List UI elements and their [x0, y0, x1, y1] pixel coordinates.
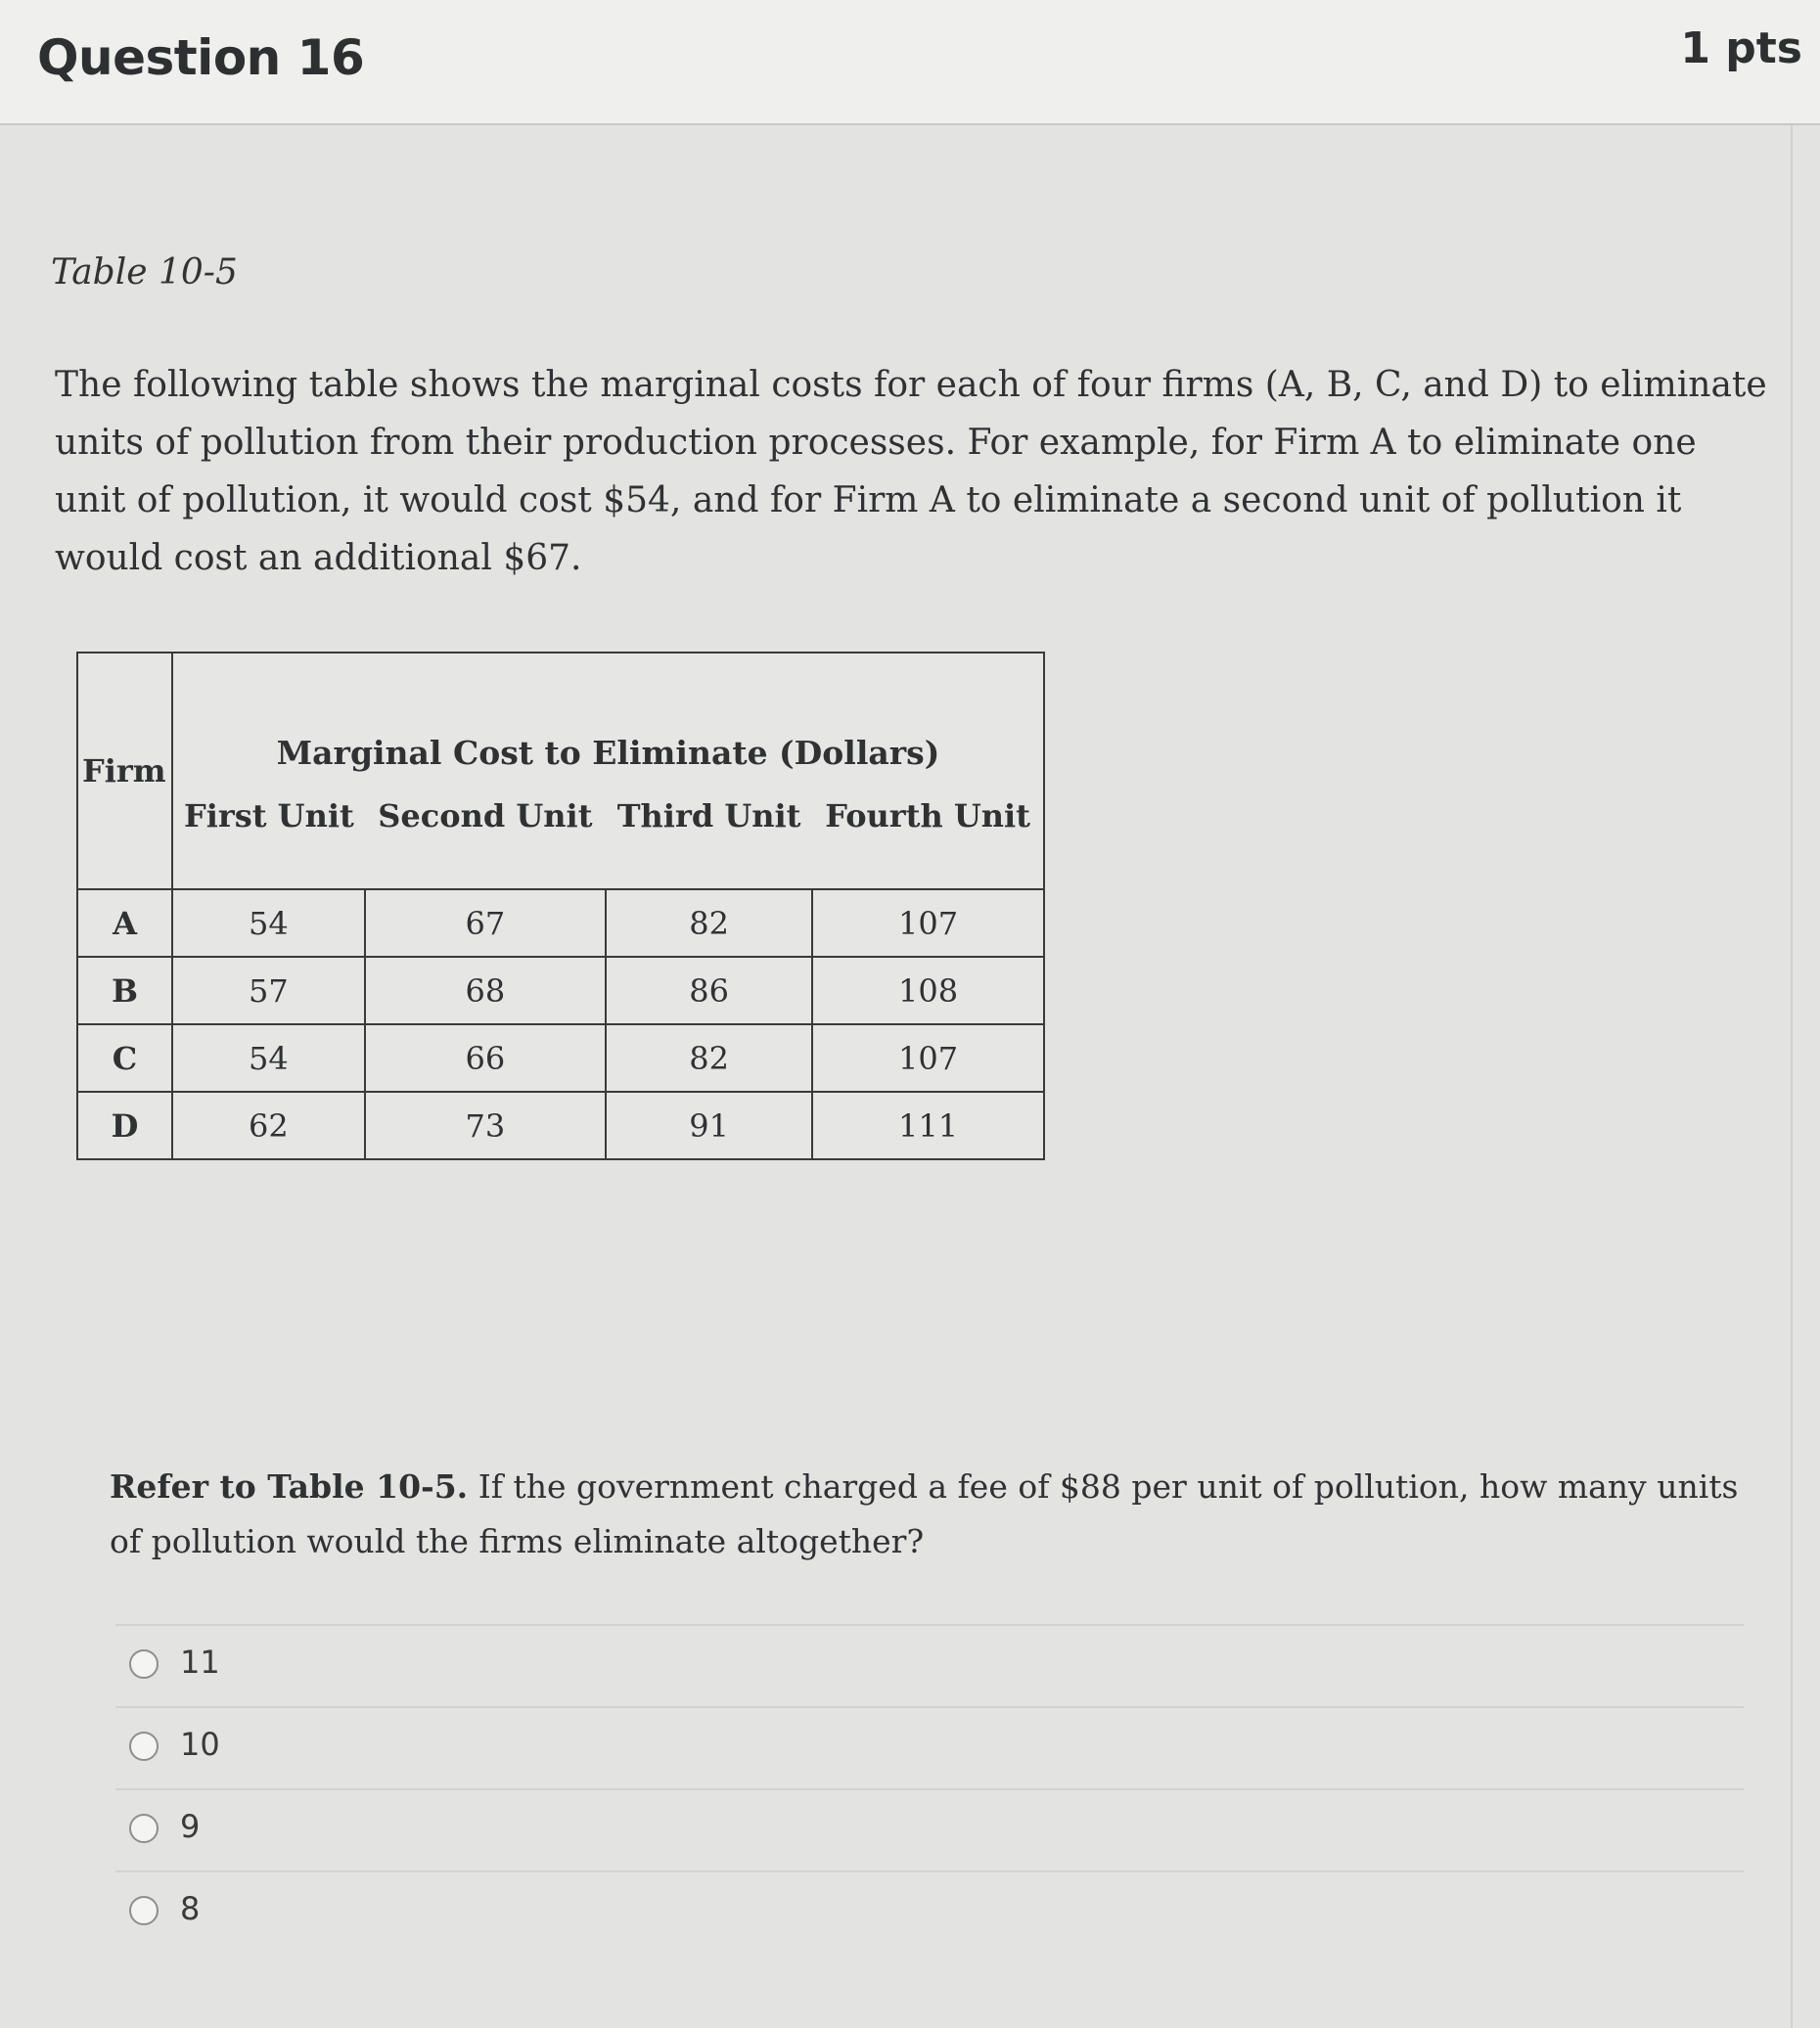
column-header-third-unit: Third Unit [606, 789, 812, 889]
table-row [77, 1024, 1044, 1092]
table-row [77, 889, 1044, 957]
cost-cell: 67 [365, 889, 606, 957]
answer-list [115, 1624, 1744, 1953]
cost-cell: 54 [172, 889, 365, 957]
radio-button[interactable] [129, 1814, 159, 1843]
table-row [77, 1092, 1044, 1159]
question-lead: Refer to Table 10-5. [110, 1467, 469, 1506]
cost-cell: 107 [812, 1024, 1044, 1092]
question-points: 1 pts [1680, 23, 1802, 73]
question-title: Question 16 [37, 29, 365, 86]
cost-cell: 66 [365, 1024, 606, 1092]
cost-cell: 86 [606, 957, 812, 1024]
cost-cell: 107 [812, 889, 1044, 957]
cost-cell: 57 [172, 957, 365, 1024]
answer-option[interactable] [115, 1870, 1744, 1953]
firm-column-header: Firm [77, 653, 172, 889]
intro-paragraph: The following table shows the marginal costs for each of four firms (A, B, C, and D) to eliminate units of pollution from their production processes. For example, for Firm A to eliminate one unit of pollution, it would cost $54, and for Firm A to eliminate a second unit of pollution it would cost an additional $67. [55, 365, 1767, 578]
answer-option[interactable] [115, 1706, 1744, 1788]
cost-cell: 82 [606, 889, 812, 957]
answer-label: 9 [180, 1808, 201, 1845]
table-header-row [77, 653, 1044, 789]
table-row [77, 957, 1044, 1024]
firm-cell: A [77, 889, 172, 957]
cost-cell: 91 [606, 1092, 812, 1159]
table-subheader-row [77, 789, 1044, 889]
column-header-second-unit: Second Unit [365, 789, 606, 889]
radio-button[interactable] [129, 1649, 159, 1679]
column-header-fourth-unit: Fourth Unit [812, 789, 1044, 889]
answer-option[interactable] [115, 1624, 1744, 1706]
answer-label: 10 [180, 1726, 220, 1763]
column-header-first-unit: First Unit [172, 789, 365, 889]
question-text: If the government charged a fee of $88 per unit of pollution, how many units of pollution would the firms eliminate altogether? [110, 1467, 1739, 1560]
cost-cell: 111 [812, 1092, 1044, 1159]
cost-cell: 108 [812, 957, 1044, 1024]
firm-cell: B [77, 957, 172, 1024]
marginal-cost-group-header: Marginal Cost to Eliminate (Dollars) [172, 653, 1044, 789]
cost-cell: 68 [365, 957, 606, 1024]
answer-label: 8 [180, 1890, 201, 1927]
radio-button[interactable] [129, 1732, 159, 1761]
cost-cell: 62 [172, 1092, 365, 1159]
table-caption: Table 10-5 [51, 252, 238, 293]
content-border [1791, 125, 1793, 2028]
question-header [0, 0, 1820, 125]
answer-label: 11 [180, 1644, 220, 1681]
question-prompt [110, 1460, 1753, 1569]
answer-option[interactable] [115, 1788, 1744, 1870]
cost-cell: 73 [365, 1092, 606, 1159]
radio-button[interactable] [129, 1896, 159, 1925]
firm-cell: D [77, 1092, 172, 1159]
cost-cell: 82 [606, 1024, 812, 1092]
cost-cell: 54 [172, 1024, 365, 1092]
firm-cell: C [77, 1024, 172, 1092]
marginal-cost-table [76, 652, 1045, 1160]
